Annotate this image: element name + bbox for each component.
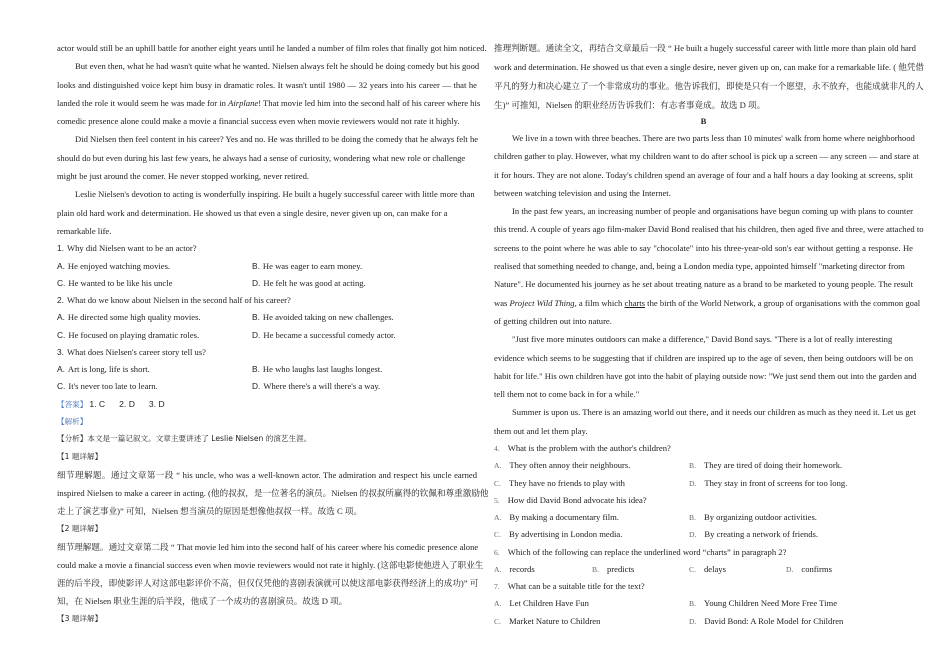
opt-label: B.	[252, 260, 260, 271]
opt-text: They stay in front of screens for too long.	[704, 477, 848, 488]
opt-text: delays	[703, 563, 726, 574]
q-text: What does Nielsen's career story tell us?	[67, 346, 206, 357]
analysis-line: 推理判断题。通读全文，再结合文章最后一段 “ He built a hugely successful career with little more than plain old hard	[494, 43, 916, 53]
opt-text: He enjoyed watching movies.	[67, 260, 171, 271]
passage-line: tell them not to come back in for a while."	[494, 389, 640, 400]
passage-line: remarkable life.	[57, 225, 112, 236]
option-row	[57, 275, 477, 292]
opt-label: B.	[252, 364, 260, 375]
opt-label: C.	[494, 530, 501, 540]
passage-line: should do but even during his last few years, he always had a sense of curiosity, wondering what new role or challenge	[57, 152, 466, 163]
opt-label: A.	[494, 513, 502, 523]
passage-line: "Just five more minutes outdoors can make a difference," David Bond says. "There is a lot of really interesting	[512, 334, 893, 345]
option-d	[689, 613, 843, 630]
opt-text: He was eager to earn money.	[262, 260, 363, 271]
option-b	[592, 561, 634, 578]
option-row	[57, 361, 477, 378]
opt-text: They have no friends to play with	[508, 477, 625, 488]
option-b	[252, 258, 362, 275]
opt-text: He felt he was good at acting.	[263, 277, 366, 288]
opt-text: Let Children Have Fun	[509, 598, 589, 609]
opt-text: It's never too late to learn.	[68, 381, 158, 392]
option-row	[494, 526, 913, 543]
question-6	[494, 544, 913, 561]
option-row	[494, 475, 913, 492]
option-c	[494, 529, 622, 539]
passage-line: actor would still be an uphill battle for another eight years until he landed a number of film roles that finally got him noticed.	[57, 43, 487, 53]
opt-label: A.	[494, 564, 502, 574]
passage-line: might be just around the comer. He never stopped working, never retired.	[57, 171, 310, 182]
answer: 1. C	[89, 398, 106, 409]
answer-line	[57, 396, 477, 413]
option-row	[494, 561, 913, 578]
analysis-line: inspired Nielsen to make a career in acting. (他的叔叔，是一位著名的演员。Nielsen 的叔叔所赢得的钦佩和尊重激励他	[57, 488, 489, 499]
analysis-line: 知，在 Nielsen 职业生涯的后半段，他成了一个成功的喜剧演员。故选 D 项。	[57, 596, 348, 607]
text: the birth of the World Network, a group of organisations with the common goal	[645, 297, 921, 308]
opt-text: records	[509, 563, 535, 574]
q-num: 4.	[494, 444, 500, 454]
passage-line: Nature". He documented his journey as he set about treating nature as a brand to be marketed to young people. The result	[494, 279, 913, 290]
movie-title: Airplane	[228, 97, 259, 108]
text: landed the role it would seem he was made for in	[57, 97, 229, 108]
option-a	[494, 460, 630, 470]
analysis-heading: 【2 题详解】	[57, 524, 103, 534]
question-1	[57, 240, 477, 257]
option-c	[689, 561, 726, 578]
option-row	[57, 378, 477, 395]
option-a	[494, 512, 619, 522]
option-a	[57, 261, 170, 271]
analysis-line: 细节理解题。通过文章第二段 “ That movie led him into the second half of his career where his comedic presence alone	[57, 542, 479, 553]
opt-label: A.	[57, 364, 65, 375]
option-c	[57, 381, 158, 391]
section-title: B	[700, 116, 707, 126]
passage-line: In the past few years, an increasing number of people and organisations have begun coming up with plans to counter	[512, 206, 913, 217]
opt-label: D.	[252, 329, 261, 340]
analysis-label: 【解析】	[57, 416, 88, 426]
passage-line: realised that something needed to change, and, being a London media type, appointed himself "marketing director from	[494, 261, 905, 272]
opt-label: A.	[57, 312, 65, 323]
opt-label: B.	[592, 564, 599, 574]
opt-text: confirms	[801, 563, 832, 574]
text: was	[494, 297, 510, 308]
passage-line: plain old hard work and determination. He showed us that even a single desire, never given up on, can make for a	[57, 207, 448, 218]
passage-line: Leslie Nielsen's devotion to acting is wonderfully inspiring. He built a hugely successful career with little more than	[75, 189, 475, 200]
option-c	[57, 330, 199, 340]
analysis-line: 涯的后半段，即使影评人对这部电影评价不高，但仅仅凭他的喜剧表演就可以使这部电影获得经济上的成功)” 可	[57, 578, 479, 589]
opt-label: B.	[252, 312, 260, 323]
question-4	[494, 440, 913, 457]
option-d	[252, 275, 366, 292]
q-num: 7.	[494, 582, 500, 592]
opt-label: C.	[689, 564, 696, 574]
q-text: What is the problem with the author's children?	[507, 443, 671, 454]
passage-line: screens to the point where he was able to say "chocolate" into his three-year-old son's ear without getting a response. He	[494, 242, 913, 253]
question-3	[57, 344, 477, 361]
option-row	[57, 327, 477, 344]
right-column	[494, 39, 925, 630]
option-c	[494, 616, 600, 626]
option-a	[57, 312, 201, 322]
opt-text: He focused on playing dramatic roles.	[68, 329, 200, 340]
passage-line: We live in a town with three beaches. There are two parts less than 10 minutes' walk from home where neighborhood	[512, 133, 915, 143]
option-d	[786, 561, 832, 578]
analysis-line: 细节理解题。通过文章第一段 “ his uncle, who was a well-known actor. The admiration and respect his uncle earned	[57, 470, 477, 481]
left-column	[57, 39, 489, 628]
opt-text: He wanted to be like his uncle	[68, 277, 173, 288]
option-d	[252, 378, 380, 395]
opt-text: He directed some high quality movies.	[67, 312, 201, 323]
passage-line: Summer is upon us. There is an amazing world out there, and it needs our children as much as they need it. Let us get	[512, 407, 916, 418]
option-row	[57, 309, 477, 326]
passage-line	[494, 294, 921, 312]
option-c	[494, 478, 625, 488]
analysis-line: 平凡的努力和决心建立了一个非常成功的事业。他告诉我们，即使是只有一个愿望，永不放弃，也能成就非凡的人	[494, 81, 924, 91]
analysis-heading: 【3 题详解】	[57, 614, 103, 624]
opt-text: By organizing outdoor activities.	[703, 512, 817, 523]
analysis-line: work and determination. He showed us that even a single desire, never given up on, can make for a remarkable life. ( 他凭借	[494, 62, 925, 72]
opt-label: D.	[252, 277, 261, 288]
opt-label: A.	[494, 461, 502, 471]
underlined-word: charts	[624, 297, 646, 308]
opt-label: A.	[494, 599, 502, 609]
opt-text: By advertising in London media.	[508, 529, 623, 540]
q-text: Why did Nielsen want to be an actor?	[67, 243, 197, 254]
passage-line: But even then, what he had wasn't quite what he wanted. Nielsen always felt he should be doing comedy but his good	[75, 61, 480, 72]
opt-label: D.	[252, 381, 261, 392]
passage-line: looks and distinguished voice kept him busy in dramatic roles. It wasn't until 1980 — 32 years into his career — that he	[57, 79, 477, 90]
film-title: Project Wild Thing	[509, 297, 575, 308]
analysis-line: could make a movie a financial success even when movie reviewers would not rate it highly. (这部电影使他进入了职业生	[57, 560, 484, 571]
passage-line: Did Nielsen then feel content in his career? Yes and no. He was thrilled to be doing the comedy that he always felt he	[75, 134, 479, 145]
option-b	[252, 309, 394, 326]
answer: 2. D	[119, 398, 135, 409]
text: , a film which	[574, 297, 625, 308]
passage-line: children gather to play. However, what my children want to do after school is pick up a screen — any screen — and stare at	[494, 151, 919, 162]
passage-line: this trend. A couple of years ago film-maker David Bond realised that his children, then aged five and three, were attached to	[494, 224, 924, 235]
q-num: 6.	[494, 547, 500, 557]
opt-text: Young Children Need More Free Time	[703, 598, 838, 609]
opt-label: B.	[689, 513, 696, 523]
q-num: 5.	[494, 495, 500, 505]
q-num: 1.	[57, 243, 64, 254]
option-b	[252, 361, 382, 378]
option-a	[57, 364, 150, 374]
passage-line: habit for life." His own children have got into the habit of playing outside now: "We just send them out into the garden and	[494, 370, 917, 381]
opt-label: D.	[689, 530, 697, 540]
option-row	[494, 457, 913, 474]
opt-label: D.	[786, 564, 794, 574]
q-text: How did David Bond advocate his idea?	[507, 494, 647, 505]
opt-label: B.	[689, 599, 696, 609]
question-7	[494, 578, 913, 595]
question-2	[57, 292, 477, 309]
opt-label: C.	[494, 478, 501, 488]
q-text: Which of the following can replace the underlined word “charts” in paragraph 2?	[507, 546, 787, 557]
passage-line: between watching television and using the Internet.	[494, 187, 671, 198]
option-row	[494, 595, 913, 612]
passage-line: evidence which seems to be suggesting that if children are inspired up to the age of seven, then being outdoors will be on	[494, 352, 913, 363]
analysis-line: 走上了演艺事业)” 可知，Nielsen 想当演员的原因是想像他叔叔一样。故选 C 项。	[57, 506, 363, 517]
q-text: What can be a suitable title for the text?	[507, 581, 645, 592]
option-b	[689, 595, 837, 612]
opt-label: C.	[57, 277, 66, 288]
opt-text: He who laughs last laughs longest.	[262, 364, 383, 375]
opt-label: C.	[57, 381, 66, 392]
q-text: What do we know about Nielsen in the second half of his career?	[67, 295, 291, 306]
answer-label: 【答案】	[57, 399, 88, 409]
option-d	[252, 327, 396, 344]
analysis-line: 生)” 可推知，Nielsen 的职业经历告诉我们：有志者事竟成。故选 D 项。	[494, 100, 766, 110]
opt-label: A.	[57, 260, 65, 271]
text: ! That movie led him into the second half of his career where his	[258, 97, 481, 108]
option-row	[494, 509, 913, 526]
opt-text: David Bond: A Role Model for Children	[704, 615, 844, 626]
passage-line	[57, 94, 481, 112]
option-b	[689, 509, 817, 526]
opt-text: By making a documentary film.	[509, 512, 619, 523]
option-c	[57, 278, 172, 288]
opt-text: By creating a network of friends.	[704, 529, 818, 540]
opt-text: He became a successful comedy actor.	[263, 329, 396, 340]
passage-line: of getting children out into nature.	[494, 315, 612, 326]
option-b	[689, 457, 842, 474]
answer: 3. D	[148, 398, 165, 409]
opt-text: Market Nature to Children	[508, 615, 601, 626]
question-5	[494, 492, 913, 509]
opt-text: Where there's a will there's a way.	[263, 381, 381, 392]
passage-line: them out and let them play.	[494, 425, 588, 436]
analysis-heading: 【1 题详解】	[57, 452, 103, 462]
opt-label: B.	[689, 461, 696, 471]
option-a	[494, 564, 535, 574]
option-row	[57, 258, 477, 275]
option-row	[494, 613, 913, 630]
opt-text: predicts	[606, 563, 635, 574]
opt-label: C.	[57, 329, 66, 340]
opt-text: They often annoy their neighbours.	[509, 460, 631, 471]
opt-text: He avoided taking on new challenges.	[262, 312, 394, 323]
option-d	[689, 526, 818, 543]
q-num: 3.	[57, 346, 64, 357]
opt-label: D.	[689, 478, 697, 488]
q-num: 2.	[57, 295, 64, 306]
analysis-line: 【分析】本文是一篇记叙文。文章主要讲述了 Leslie Nielsen 的演艺生涯。	[57, 434, 312, 444]
passage-line: comedic presence alone could make a movie a financial success even when movie reviewers would not rate it highly.	[57, 116, 460, 127]
opt-label: C.	[494, 616, 501, 626]
opt-text: They are tired of doing their homework.	[703, 460, 843, 471]
opt-label: D.	[689, 616, 697, 626]
opt-text: Art is long, life is short.	[67, 364, 150, 375]
option-a	[494, 598, 589, 608]
passage-line: it for hours. They are not alone. Today's children spend an average of four and a half hours a day looking at screens, split	[494, 169, 913, 180]
option-d	[689, 475, 847, 492]
